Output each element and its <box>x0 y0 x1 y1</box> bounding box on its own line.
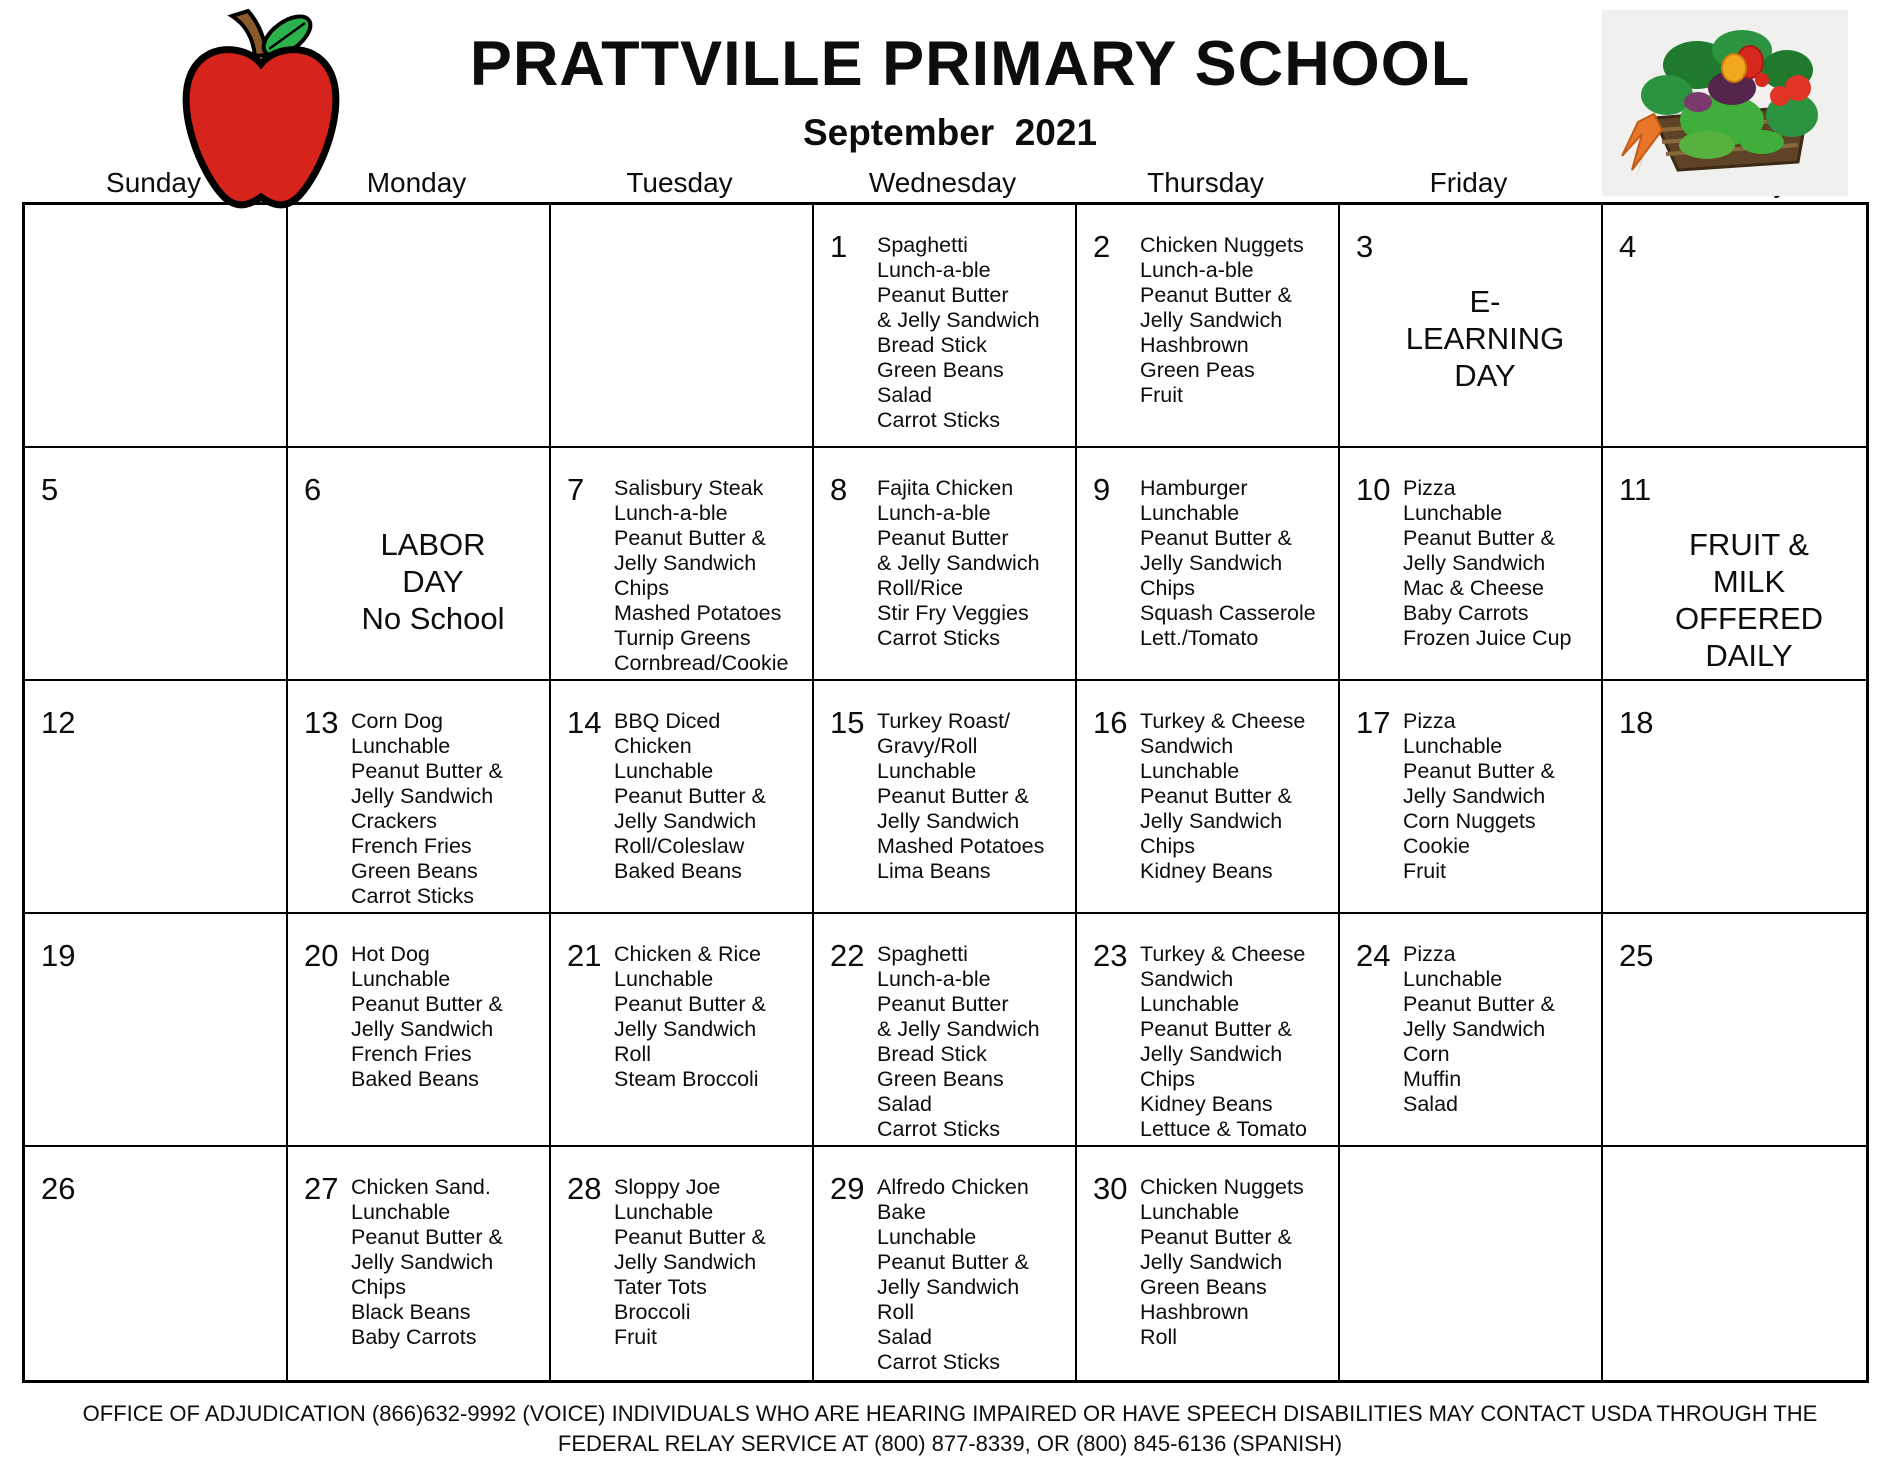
day-number: 16 <box>1093 705 1128 740</box>
menu-item: Turnip Greens <box>614 626 751 650</box>
page-title: PRATTVILLE PRIMARY SCHOOL <box>469 29 1471 99</box>
calendar-cell-10 <box>1340 448 1603 681</box>
menu-item: Corn Dog <box>351 709 444 733</box>
special-note-line: E-LEARNING <box>1405 284 1565 356</box>
menu-list <box>351 1173 545 1350</box>
menu-item: Carrot Sticks <box>351 884 475 908</box>
menu-item: Jelly Sandwich <box>1140 1250 1283 1274</box>
menu-list <box>614 1173 808 1350</box>
calendar-cell-25 <box>1603 914 1866 1147</box>
menu-item: Peanut Butter & <box>1140 784 1292 808</box>
menu-item: Lunchable <box>351 734 451 758</box>
special-note-line: LABOR DAY <box>380 527 486 599</box>
menu-item: Lunchable <box>1140 992 1240 1016</box>
apple-icon <box>175 8 347 215</box>
menu-list <box>351 940 545 1092</box>
weekday-label-sunday: Sunday <box>106 167 201 198</box>
menu-item: Baby Carrots <box>351 1325 477 1349</box>
special-note-line: DAY <box>1454 358 1516 393</box>
menu-item: Lunch-a-ble <box>877 501 991 525</box>
month-year-label: September 2021 <box>802 112 1098 153</box>
menu-item: Pizza <box>1403 709 1456 733</box>
calendar-cell-23 <box>1077 914 1340 1147</box>
menu-item: Lunchable <box>351 967 451 991</box>
menu-item: Peanut Butter <box>877 526 1009 550</box>
calendar-cell-empty <box>288 205 551 448</box>
day-number: 1 <box>830 229 848 264</box>
menu-item: Lunchable <box>877 1225 977 1249</box>
menu-item: Lunchable <box>1403 734 1503 758</box>
calendar-cell-empty <box>1340 1147 1603 1380</box>
menu-item: & Jelly Sandwich <box>877 308 1040 332</box>
calendar-cell-17 <box>1340 681 1603 914</box>
menu-item: Pizza <box>1403 476 1456 500</box>
menu-item: Alfredo Chicken <box>877 1175 1029 1199</box>
calendar-cell-19 <box>25 914 288 1147</box>
menu-item: Chips <box>1140 834 1195 858</box>
menu-item: Spaghetti <box>877 942 968 966</box>
menu-item: French Fries <box>351 834 472 858</box>
menu-item: Jelly Sandwich <box>351 784 494 808</box>
day-number: 4 <box>1619 229 1637 264</box>
menu-item: Kidney Beans <box>1140 859 1273 883</box>
menu-item: Salad <box>877 383 932 407</box>
calendar-cell-29 <box>814 1147 1077 1380</box>
menu-item: Lunchable <box>614 967 714 991</box>
menu-item: Jelly Sandwich <box>614 1250 757 1274</box>
menu-list <box>1403 474 1597 651</box>
menu-item: Fruit <box>1403 859 1446 883</box>
day-number: 23 <box>1093 938 1128 973</box>
menu-item: Green Beans <box>877 1067 1004 1091</box>
day-number: 26 <box>41 1171 76 1206</box>
menu-item: Lunchable <box>1140 501 1240 525</box>
calendar-cell-1 <box>814 205 1077 448</box>
menu-list <box>614 940 808 1092</box>
menu-item: & Jelly Sandwich <box>877 551 1040 575</box>
menu-item: Lunch-a-ble <box>877 258 991 282</box>
menu-item: Lunch-a-ble <box>877 967 991 991</box>
menu-item: Jelly Sandwich <box>614 1017 757 1041</box>
calendar-cell-18 <box>1603 681 1866 914</box>
menu-item: Peanut Butter & <box>351 992 503 1016</box>
menu-item: Lett./Tomato <box>1140 626 1259 650</box>
menu-item: Jelly Sandwich <box>1403 551 1546 575</box>
day-number: 8 <box>830 472 848 507</box>
menu-item: Lima Beans <box>877 859 991 883</box>
menu-item: Lunch-a-ble <box>614 501 728 525</box>
footer-line-2: FEDERAL RELAY SERVICE AT (800) 877-8339, OR (800) 845-6136 (SPANISH) <box>557 1431 1343 1456</box>
menu-list <box>1140 231 1334 408</box>
menu-list <box>877 707 1071 884</box>
menu-item: & Jelly Sandwich <box>877 1017 1040 1041</box>
menu-item: Salad <box>1403 1092 1458 1116</box>
menu-item: Chicken Sand. <box>351 1175 491 1199</box>
calendar-cell-5 <box>25 448 288 681</box>
day-number: 3 <box>1356 229 1374 264</box>
menu-item: Lunchable <box>614 759 714 783</box>
day-number: 25 <box>1619 938 1654 973</box>
menu-item: Roll <box>1140 1325 1178 1349</box>
day-number: 30 <box>1093 1171 1128 1206</box>
menu-item: Stir Fry Veggies <box>877 601 1029 625</box>
menu-item: Lunchable <box>614 1200 714 1224</box>
menu-item: Peanut Butter & <box>1403 526 1555 550</box>
calendar-cell-28 <box>551 1147 814 1380</box>
calendar-cell-7 <box>551 448 814 681</box>
calendar-cell-4 <box>1603 205 1866 448</box>
menu-item: Lunchable <box>1140 1200 1240 1224</box>
menu-item: Bread Stick <box>877 1042 987 1066</box>
menu-list <box>1140 940 1334 1142</box>
menu-item: Frozen Juice Cup <box>1403 626 1572 650</box>
menu-item: Corn Nuggets <box>1403 809 1536 833</box>
menu-item: Carrot Sticks <box>877 408 1001 432</box>
menu-item: Peanut Butter <box>877 283 1009 307</box>
menu-item: Chips <box>614 576 669 600</box>
day-number: 22 <box>830 938 865 973</box>
menu-item: Salad <box>877 1325 932 1349</box>
menu-item: Fajita Chicken <box>877 476 1014 500</box>
menu-list <box>1140 707 1334 884</box>
menu-item: Salad <box>877 1092 932 1116</box>
page-header <box>0 0 1900 154</box>
menu-item: Roll <box>614 1042 652 1066</box>
menu-item: Jelly Sandwich <box>1140 308 1283 332</box>
calendar-cell-14 <box>551 681 814 914</box>
day-number: 12 <box>41 705 76 740</box>
menu-item: Chicken & Rice <box>614 942 761 966</box>
menu-item: Roll <box>877 1300 915 1324</box>
menu-item: Peanut Butter & <box>1403 759 1555 783</box>
day-number: 7 <box>567 472 585 507</box>
menu-item: Steam Broccoli <box>614 1067 759 1091</box>
special-note <box>351 526 545 637</box>
menu-item: BBQ Diced <box>614 709 721 733</box>
weekday-label-wednesday: Wednesday <box>868 167 1017 198</box>
menu-item: Jelly Sandwich <box>1140 1042 1283 1066</box>
calendar-cell-11 <box>1603 448 1866 681</box>
menu-item: Spaghetti <box>877 233 968 257</box>
calendar-cell-6 <box>288 448 551 681</box>
menu-item: Hot Dog <box>351 942 430 966</box>
menu-item: Peanut Butter & <box>1140 1017 1292 1041</box>
menu-item: Squash Casserole <box>1140 601 1316 625</box>
calendar-cell-13 <box>288 681 551 914</box>
day-number: 15 <box>830 705 865 740</box>
menu-item: Hashbrown <box>1140 1300 1249 1324</box>
menu-item: Chips <box>1140 576 1195 600</box>
special-note-line: FRUIT & MILK <box>1689 527 1809 599</box>
menu-item: Jelly Sandwich <box>351 1250 494 1274</box>
menu-item: Lunchable <box>1403 501 1503 525</box>
calendar-grid <box>22 202 1869 1383</box>
menu-item: Fruit <box>614 1325 657 1349</box>
menu-item: French Fries <box>351 1042 472 1066</box>
menu-item: Lunchable <box>1403 967 1503 991</box>
menu-item: Turkey & Cheese <box>1140 709 1306 733</box>
special-note <box>1403 283 1597 394</box>
day-number: 20 <box>304 938 339 973</box>
menu-list <box>1403 940 1597 1117</box>
menu-item: Bread Stick <box>877 333 987 357</box>
calendar-cell-12 <box>25 681 288 914</box>
menu-item: Green Peas <box>1140 358 1255 382</box>
day-number: 6 <box>304 472 322 507</box>
menu-item: Jelly Sandwich <box>1140 809 1283 833</box>
menu-item: Peanut Butter & <box>614 1225 766 1249</box>
menu-item: Chicken <box>614 734 692 758</box>
menu-item: Chicken Nuggets <box>1140 233 1304 257</box>
menu-item: Cornbread/Cookie <box>614 651 789 675</box>
weekday-label-friday: Friday <box>1429 167 1508 198</box>
menu-item: Carrot Sticks <box>877 1350 1001 1374</box>
menu-item: Mashed Potatoes <box>614 601 782 625</box>
menu-item: Broccoli <box>614 1300 691 1324</box>
menu-item: Peanut Butter & <box>1140 283 1292 307</box>
menu-item: Jelly Sandwich <box>877 809 1020 833</box>
menu-item: Lunch-a-ble <box>1140 258 1254 282</box>
menu-item: Peanut Butter & <box>351 759 503 783</box>
special-note-line: OFFERED <box>1674 601 1824 636</box>
day-number: 11 <box>1619 472 1652 507</box>
calendar-cell-30 <box>1077 1147 1340 1380</box>
day-number: 24 <box>1356 938 1391 973</box>
menu-list <box>351 707 545 909</box>
day-number: 29 <box>830 1171 865 1206</box>
menu-item: Jelly Sandwich <box>614 551 757 575</box>
menu-list <box>877 474 1071 651</box>
menu-list <box>614 707 808 884</box>
menu-item: Sandwich <box>1140 734 1234 758</box>
menu-item: Cookie <box>1403 834 1470 858</box>
menu-item: Peanut Butter & <box>614 526 766 550</box>
menu-item: Peanut Butter & <box>1140 526 1292 550</box>
menu-item: Turkey & Cheese <box>1140 942 1306 966</box>
menu-item: Lettuce & Tomato <box>1140 1117 1307 1141</box>
footer-line-1: OFFICE OF ADJUDICATION (866)632-9992 (VOICE) INDIVIDUALS WHO ARE HEARING IMPAIRED OR HAVE SPEECH DISABILITIES MAY CONTACT USDA THROUGH THE <box>82 1401 1818 1426</box>
menu-item: Green Beans <box>1140 1275 1267 1299</box>
calendar-cell-2 <box>1077 205 1340 448</box>
menu-item: Salisbury Steak <box>614 476 764 500</box>
menu-item: Muffin <box>1403 1067 1462 1091</box>
menu-item: Jelly Sandwich <box>877 1275 1020 1299</box>
menu-item: Peanut Butter <box>877 992 1009 1016</box>
calendar-cell-empty <box>551 205 814 448</box>
weekday-label-monday: Monday <box>366 167 467 198</box>
menu-item: Chips <box>1140 1067 1195 1091</box>
day-number: 14 <box>567 705 602 740</box>
calendar-cell-27 <box>288 1147 551 1380</box>
menu-item: Kidney Beans <box>1140 1092 1273 1116</box>
calendar-cell-20 <box>288 914 551 1147</box>
menu-item: Sloppy Joe <box>614 1175 721 1199</box>
calendar-cell-3 <box>1340 205 1603 448</box>
menu-item: Fruit <box>1140 383 1183 407</box>
menu-item: Peanut Butter & <box>1140 1225 1292 1249</box>
day-number: 27 <box>304 1171 339 1206</box>
day-number: 2 <box>1093 229 1111 264</box>
menu-item: Crackers <box>351 809 438 833</box>
menu-item: Baked Beans <box>351 1067 479 1091</box>
calendar-cell-26 <box>25 1147 288 1380</box>
calendar-cell-empty <box>25 205 288 448</box>
menu-item: Jelly Sandwich <box>1403 1017 1546 1041</box>
menu-item: Lunchable <box>1140 759 1240 783</box>
day-number: 18 <box>1619 705 1654 740</box>
calendar-cell-21 <box>551 914 814 1147</box>
menu-item: Roll/Coleslaw <box>614 834 745 858</box>
menu-item: Peanut Butter & <box>351 1225 503 1249</box>
footer-note <box>0 1399 1900 1459</box>
calendar-cell-22 <box>814 914 1077 1147</box>
calendar-cell-8 <box>814 448 1077 681</box>
day-number: 5 <box>41 472 59 507</box>
menu-item: Carrot Sticks <box>877 626 1001 650</box>
day-number: 10 <box>1356 472 1391 507</box>
menu-list <box>877 1173 1071 1375</box>
menu-list <box>877 231 1071 433</box>
menu-item: Peanut Butter & <box>614 784 766 808</box>
calendar-cell-16 <box>1077 681 1340 914</box>
menu-item: Sandwich <box>1140 967 1234 991</box>
menu-item: Jelly Sandwich <box>1140 551 1283 575</box>
menu-item: Green Beans <box>877 358 1004 382</box>
menu-item: Pizza <box>1403 942 1456 966</box>
day-number: 28 <box>567 1171 602 1206</box>
menu-item: Lunchable <box>877 759 977 783</box>
menu-item: Bake <box>877 1200 927 1224</box>
day-number: 19 <box>41 938 76 973</box>
menu-list <box>1140 1173 1334 1350</box>
menu-item: Gravy/Roll <box>877 734 978 758</box>
menu-item: Peanut Butter & <box>614 992 766 1016</box>
menu-list <box>614 474 808 676</box>
day-number: 17 <box>1356 705 1391 740</box>
vegetable-basket-image <box>1602 10 1848 196</box>
menu-item: Jelly Sandwich <box>1403 784 1546 808</box>
day-number: 21 <box>567 938 602 973</box>
calendar-cell-9 <box>1077 448 1340 681</box>
menu-item: Mac & Cheese <box>1403 576 1545 600</box>
calendar-cell-empty <box>1603 1147 1866 1380</box>
day-number: 13 <box>304 705 339 740</box>
menu-list <box>1403 707 1597 884</box>
menu-item: Chicken Nuggets <box>1140 1175 1304 1199</box>
menu-item: Peanut Butter & <box>877 784 1029 808</box>
menu-item: Turkey Roast/ <box>877 709 1011 733</box>
day-number: 9 <box>1093 472 1111 507</box>
menu-item: Corn <box>1403 1042 1450 1066</box>
calendar-cell-24 <box>1340 914 1603 1147</box>
menu-item: Peanut Butter & <box>1403 992 1555 1016</box>
menu-list <box>877 940 1071 1142</box>
menu-item: Carrot Sticks <box>877 1117 1001 1141</box>
menu-item: Lunchable <box>351 1200 451 1224</box>
menu-item: Roll/Rice <box>877 576 964 600</box>
menu-item: Tater Tots <box>614 1275 707 1299</box>
calendar-cell-15 <box>814 681 1077 914</box>
weekday-label-tuesday: Tuesday <box>626 167 733 198</box>
menu-list <box>1140 474 1334 651</box>
menu-item: Jelly Sandwich <box>351 1017 494 1041</box>
special-note-line: No School <box>361 601 505 636</box>
menu-item: Mashed Potatoes <box>877 834 1045 858</box>
menu-item: Hashbrown <box>1140 333 1249 357</box>
menu-item: Black Beans <box>351 1300 471 1324</box>
menu-item: Peanut Butter & <box>877 1250 1029 1274</box>
menu-item: Baked Beans <box>614 859 742 883</box>
weekday-label-thursday: Thursday <box>1147 167 1264 198</box>
menu-item: Green Beans <box>351 859 478 883</box>
menu-item: Hamburger <box>1140 476 1248 500</box>
menu-item: Baby Carrots <box>1403 601 1529 625</box>
special-note-line: DAILY <box>1705 638 1793 673</box>
menu-item: Jelly Sandwich <box>614 809 757 833</box>
special-note <box>1666 526 1862 674</box>
menu-item: Chips <box>351 1275 406 1299</box>
